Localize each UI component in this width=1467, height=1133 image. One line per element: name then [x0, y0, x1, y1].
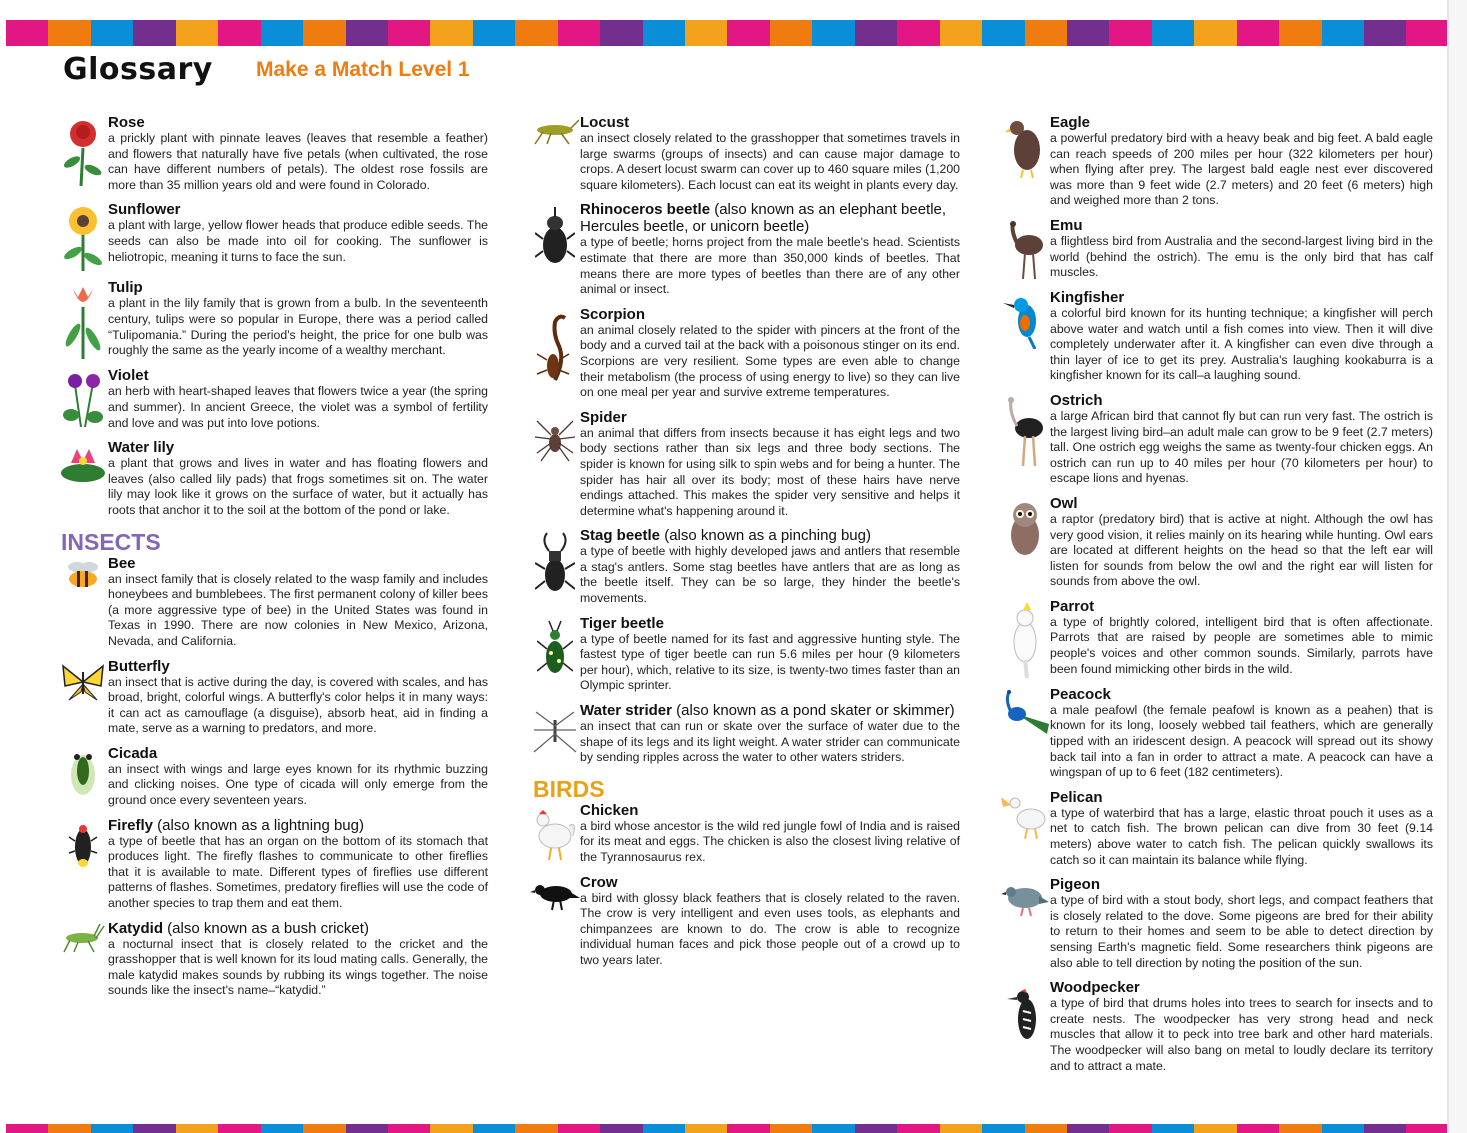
stripe-segment [1194, 1124, 1236, 1133]
stripe-segment [91, 1124, 133, 1133]
stripe-segment [558, 1124, 600, 1133]
insects-list-right [530, 114, 960, 766]
glossary-entry [1000, 495, 1433, 590]
entry-description: a prickly plant with pinnate leaves (leaves that resemble a feather) and flowers that naturally have five petals (when cultivated, the rose can have different numbers of petals). The oldest rose fossils are more than 35 million years old and were found in Colorado. [108, 131, 488, 192]
stripe-segment [176, 20, 218, 46]
pelican-icon [1000, 789, 1050, 868]
entry-description: a plant that grows and lives in water and has floating flowers and leaves (also called lily pads) that frogs sometimes sit on. The water lily may look like it grows on the surface of water, but it actually has roots that anchor it to the soil at the bottom of the pond or lake. [108, 456, 488, 517]
kingfisher-icon [1000, 289, 1050, 384]
glossary-entry [1000, 876, 1433, 971]
glossary-entry [1000, 217, 1433, 281]
stripe-segment [218, 1124, 260, 1133]
sunflower-icon [58, 201, 108, 271]
entry-name: Pigeon [1050, 876, 1101, 894]
stripe-segment [558, 20, 600, 46]
glossary-entry [58, 555, 488, 650]
entry-name: Firefly (also known as a lightning bug) [108, 816, 364, 834]
stripe-segment [1152, 20, 1194, 46]
stripe-segment [48, 20, 90, 46]
entry-name: Bee [108, 554, 136, 572]
stripe-segment [1279, 1124, 1321, 1133]
entry-name: Sunflower [108, 201, 181, 219]
glossary-entry [530, 802, 960, 866]
entry-name: Emu [1050, 216, 1083, 234]
glossary-entry [1000, 114, 1433, 209]
entry-name: Owl [1050, 494, 1078, 512]
entry-name: Stag beetle (also known as a pinching bug) [580, 527, 871, 545]
glossary-entry [530, 306, 960, 401]
bee-icon [58, 555, 108, 650]
glossary-entry [530, 615, 960, 694]
stripe-segment [855, 1124, 897, 1133]
glossary-entry [58, 817, 488, 912]
entry-description: a powerful predatory bird with a heavy beak and big feet. A bald eagle can reach speeds of 200 miles per hour (322 kilometers per hour) when flying after prey. The largest bald eagle nest ever discovered was more than 9 feet wide (2.7 meters) and 20 feet (6 meters) high and weighed more than 2 tons. [1050, 131, 1433, 208]
entry-name: Eagle [1050, 114, 1091, 131]
entry-name: Water lily [108, 439, 175, 457]
spider-icon [530, 409, 580, 520]
stripe-segment [303, 1124, 345, 1133]
birds-heading: BIRDS [533, 775, 605, 802]
glossary-entry [1000, 289, 1433, 384]
glossary-entry [58, 279, 488, 359]
entry-name: Scorpion [580, 305, 646, 323]
entry-description: an insect closely related to the grasshopper that sometimes travels in large swarms (groups of insects) and can cause major damage to crops. A desert locust swarm can cover up to 460 square miles (1,200 square kilometers). Each locust can eat its weight in plants every day. [580, 131, 960, 192]
glossary-entry [58, 439, 488, 518]
stripe-segment [685, 1124, 727, 1133]
column-right [1000, 114, 1433, 1082]
stripe-segment [685, 20, 727, 46]
stripe-segment [346, 1124, 388, 1133]
glossary-entry [530, 201, 960, 297]
entry-description: a colorful bird known for its hunting technique; a kingfisher will perch above water and watch until a fish comes into view. Then it will dive completely underwater after it. A kingfisher can even dive through a thin layer of ice to get its prey. Australia's laughing kookaburra is a kingfisher known for its call–a laughing sound. [1050, 305, 1433, 383]
entry-name: Rhinoceros beetle (also known as an elephant beetle, Hercules beetle, or unicorn beetle) [580, 201, 947, 236]
stripe-segment [1279, 20, 1321, 46]
katydid-icon [58, 920, 108, 999]
stripe-segment [261, 1124, 303, 1133]
entry-name: Rose [108, 114, 145, 131]
ostrich-icon [1000, 392, 1050, 487]
butterfly-icon [58, 658, 108, 737]
top-color-stripe [6, 20, 1449, 46]
cicada-icon [58, 745, 108, 809]
entry-description: a raptor (predatory bird) that is active at night. Although the owl has very good vision, it relies mainly on its hearing while hunting. Owl ears are located at different heights on the head so that the left ear will listen for sounds from below the owl and the right ear will listen for sounds from above the owl. [1050, 511, 1433, 589]
entry-description: a type of beetle with highly developed jaws and antlers that resemble a stag's antlers. Some stag beetles have antlers that are as long as the beetle itself. They can be so large, they hinder the beetle's movements. [580, 544, 960, 606]
stripe-segment [346, 20, 388, 46]
entry-name: Tiger beetle [580, 614, 664, 632]
entry-description: a plant with large, yellow flower heads that produce edible seeds. The seeds can also be made into oil for cooking. The sunflower is heliotropic, meaning it turns to face the sun. [108, 218, 488, 264]
stripe-segment [48, 1124, 90, 1133]
entry-name: Violet [108, 367, 149, 385]
glossary-entry [530, 409, 960, 520]
entry-description: a large African bird that cannot fly but can run very fast. The ostrich is the largest living bird–an adult male can grow to be 9 feet (2.7 meters) tall. One ostrich egg weighs the same as twenty-four chicken eggs. An ostrich can run up to 40 miles per hour (70 kilometers per hour) to escape lions and hyenas. [1050, 408, 1433, 486]
owl-icon [1000, 495, 1050, 590]
glossary-entry [58, 745, 488, 809]
emu-icon [1000, 217, 1050, 281]
stripe-segment [1406, 20, 1448, 46]
stripe-segment [1237, 20, 1279, 46]
stripe-segment [897, 20, 939, 46]
stripe-segment [855, 20, 897, 46]
firefly-icon [58, 817, 108, 912]
stag-beetle-icon [530, 527, 580, 606]
stripe-segment [1025, 20, 1067, 46]
entry-description: an insect with wings and large eyes known for its rhythmic buzzing and clicking noises. One type of cicada will only emerge from the ground once every seventeen years. [108, 761, 488, 808]
tiger-beetle-icon [530, 615, 580, 694]
rhinoceros-beetle-icon [530, 201, 580, 297]
glossary-entry [1000, 598, 1433, 678]
entry-name: Cicada [108, 744, 158, 762]
glossary-entry [530, 874, 960, 969]
entry-name: Katydid (also known as a bush cricket) [108, 919, 369, 937]
stripe-segment [473, 1124, 515, 1133]
glossary-entry [1000, 979, 1433, 1074]
stripe-segment [1109, 20, 1151, 46]
entry-description: a bird with glossy black feathers that is closely related to the raven. The crow is very intelligent and even uses tools, as elephants and chimpanzees are known to do. The crow is able to recognize individual human faces and pick those people out of a crowd up to two years later. [580, 890, 960, 967]
entry-description: a type of beetle that has an organ on the bottom of its stomach that produces light. The firefly flashes to communicate to other fireflies that it is available to mate. Different types of fireflies use different patterns of flashes. Sometimes, predatory fireflies will use the code of another species to trap them and eat them. [108, 833, 488, 911]
crow-icon [530, 874, 580, 969]
water-strider-icon [530, 702, 580, 766]
page-subtitle: Make a Match Level 1 [256, 58, 470, 81]
rose-icon [58, 114, 108, 193]
stripe-segment [430, 1124, 472, 1133]
entry-description: a nocturnal insect that is closely related to the cricket and the grasshopper that is well known for its loud mating calls. Generally, the male katydid makes sounds by rubbing its wings together. The noise sounds like the insect's name–“katydid.” [108, 936, 488, 998]
entry-name: Tulip [108, 279, 143, 297]
stripe-segment [133, 20, 175, 46]
entry-name: Ostrich [1050, 391, 1103, 409]
stripe-segment [91, 20, 133, 46]
glossary-entry [58, 367, 488, 431]
entry-description: a type of waterbird that has a large, elastic throat pouch it uses as a net to catch fish. The brown pelican can dive from 30 feet (9.14 meters) above water to catch fish. The pelican quickly swallows its catch so it can maintain its balance while flying. [1050, 805, 1433, 867]
entry-name: Chicken [580, 801, 639, 819]
stripe-segment [1322, 20, 1364, 46]
entry-description: a male peafowl (the female peafowl is known as a peahen) that is known for its long, loosely webbed tail feathers, which are generally tipped with an iridescent design. A peacock will spread out its showy back tail into a fan in order to attract a mate. A peacock can have a wingspan of up to 6 feet (182 centimeters). [1050, 702, 1433, 780]
stripe-segment [515, 20, 557, 46]
glossary-entry [530, 702, 960, 766]
glossary-entry [58, 920, 488, 999]
stripe-segment [218, 20, 260, 46]
entry-description: an insect family that is closely related to the wasp family and includes honeybees and bumblebees. The first permanent colony of killer bees (a more aggressive type of bee) in the United States was found in Texas in 1990. There are now colonies in New Mexico, Arizona, Nevada, and California. [108, 571, 488, 648]
stripe-segment [940, 20, 982, 46]
entry-description: a flightless bird from Australia and the second-largest living bird in the world (behind the ostrich). The emu is the only bird that has calf muscles. [1050, 233, 1433, 280]
peacock-icon [1000, 686, 1050, 781]
violet-icon [58, 367, 108, 431]
glossary-entry [1000, 789, 1433, 868]
glossary-entry [58, 658, 488, 737]
eagle-icon [1000, 114, 1050, 209]
chicken-icon [530, 802, 580, 866]
birds-list-middle [530, 802, 960, 969]
stripe-segment [770, 1124, 812, 1133]
tulip-icon [58, 279, 108, 359]
pigeon-icon [1000, 876, 1050, 971]
stripe-segment [430, 20, 472, 46]
stripe-segment [1364, 1124, 1406, 1133]
glossary-entry [1000, 686, 1433, 781]
stripe-segment [1152, 1124, 1194, 1133]
parrot-icon [1000, 598, 1050, 678]
stripe-segment [982, 20, 1024, 46]
glossary-entry [58, 201, 488, 271]
water-lily-icon [58, 439, 108, 518]
entry-description: a type of bird that drums holes into trees to search for insects and to create nests. The woodpecker has very strong head and neck muscles that allow it to peck into tree bark and other hard materials. The woodpecker will also bang on metal to loudly declare its territory and to attract a mate. [1050, 996, 1433, 1073]
locust-icon [530, 114, 580, 193]
stripe-segment [6, 1124, 48, 1133]
entry-name: Peacock [1050, 685, 1111, 703]
glossary-entry [58, 114, 488, 193]
scorpion-icon [530, 306, 580, 401]
entry-name: Butterfly [108, 657, 170, 675]
stripe-segment [940, 1124, 982, 1133]
glossary-entry [530, 527, 960, 606]
stripe-segment [812, 20, 854, 46]
bottom-color-stripe [6, 1124, 1449, 1133]
stripe-segment [1109, 1124, 1151, 1133]
stripe-segment [727, 20, 769, 46]
stripe-segment [643, 1124, 685, 1133]
entry-description: a type of bird with a stout body, short legs, and compact feathers that is closely related to the dove. Some pigeons are bred for their ability to return to their homes and seem to be able to detect direction by sensing Earth's magnetic field. Some researchers think pigeons are also able to tell direction by noting the position of the sun. [1050, 893, 1433, 970]
stripe-segment [176, 1124, 218, 1133]
stripe-segment [812, 1124, 854, 1133]
entry-description: an herb with heart-shaped leaves that flowers twice a year (the spring and summer). In ancient Greece, the violet was a symbol of fertility and love and was put into love potions. [108, 384, 488, 430]
entry-name: Spider [580, 408, 627, 426]
entry-description: a type of beetle; horns project from the male beetle's head. Scientists estimate that there are more than 350,000 kinds of beetles. That means there are more types of beetles than there are of any other animal or insect. [580, 235, 960, 297]
stripe-segment [6, 20, 48, 46]
entry-name: Kingfisher [1050, 288, 1125, 306]
entry-description: a type of brightly colored, intelligent bird that is often affectionate. Parrots that are raised by people are sometimes able to mimic people's voices and other common sounds. Similarly, parrots have been found mimicking other birds in the wild. [1050, 614, 1433, 676]
column-left [58, 114, 488, 1007]
entry-description: an animal closely related to the spider with pincers at the front of the body and a curved tail at the back with a poisonous stinger on its end. Scorpions are very resilient. Some types are even able to change their metabolism (the process of using energy to live) so they can live on one meal per year and survive extreme temperatures. [580, 322, 960, 400]
stripe-segment [1237, 1124, 1279, 1133]
page-title: Glossary [63, 52, 213, 87]
stripe-segment [473, 20, 515, 46]
entry-description: an insect that can run or skate over the surface of water due to the shape of its legs and its light weight. A water strider can communicate by sending ripples across the water to other waters striders. [580, 719, 960, 765]
stripe-segment [600, 20, 642, 46]
entry-description: a type of beetle named for its fast and aggressive hunting style. The fastest type of tiger beetle can run 5.6 miles per hour (9 kilometers per hour), which, relative to its size, is twenty-two times faster than an Olympic sprinter. [580, 631, 960, 693]
glossary-entry [530, 114, 960, 193]
stripe-segment [643, 20, 685, 46]
insects-list-left [58, 555, 488, 999]
entry-name: Water strider (also known as a pond skater or skimmer) [580, 702, 955, 720]
insects-heading: INSECTS [61, 528, 161, 555]
stripe-segment [303, 20, 345, 46]
stripe-segment [515, 1124, 557, 1133]
page-edge [1447, 0, 1467, 1133]
stripe-segment [600, 1124, 642, 1133]
stripe-segment [1067, 20, 1109, 46]
entry-description: an insect that is active during the day, is covered with scales, and has broad, bright, colorful wings. A butterfly's color helps it in many ways: it can act as camouflage (a disguise), absorb heat, aid in finding a mate, serve as a warning to predators, and more. [108, 674, 488, 736]
entry-name: Locust [580, 114, 630, 131]
stripe-segment [1406, 1124, 1448, 1133]
stripe-segment [1364, 20, 1406, 46]
stripe-segment [770, 20, 812, 46]
entry-name: Crow [580, 873, 618, 891]
stripe-segment [388, 20, 430, 46]
column-middle [530, 114, 960, 977]
entry-name: Parrot [1050, 597, 1095, 615]
entry-description: a plant in the lily family that is grown from a bulb. In the seventeenth century, tulips were so popular in Europe, there was a period called “Tulipomania.” During the period's height, the price for one bulb was roughly the same as the yearly income of a wealthy merchant. [108, 296, 488, 358]
stripe-segment [727, 1124, 769, 1133]
stripe-segment [133, 1124, 175, 1133]
entry-description: a bird whose ancestor is the wild red jungle fowl of India and is raised for its meat and eggs. The chicken is also the closest living relative of the Tyrannosaurus rex. [580, 818, 960, 864]
stripe-segment [261, 20, 303, 46]
entry-name: Woodpecker [1050, 979, 1140, 997]
stripe-segment [388, 1124, 430, 1133]
woodpecker-icon [1000, 979, 1050, 1074]
entry-description: an animal that differs from insects because it has eight legs and two body sections rather than six legs and three body sections. The spider is known for using silk to spin webs and for being a hunter. The spider has hair all over its body; most of these hairs have nerve endings attached. This makes the spider very sensitive and helps it determine what's happening around it. [580, 425, 960, 518]
stripe-segment [1322, 1124, 1364, 1133]
glossary-entry [1000, 392, 1433, 487]
entry-name: Pelican [1050, 788, 1103, 806]
plants-list [58, 114, 488, 519]
stripe-segment [1025, 1124, 1067, 1133]
birds-list-right [1000, 114, 1433, 1074]
stripe-segment [897, 1124, 939, 1133]
stripe-segment [1194, 20, 1236, 46]
stripe-segment [982, 1124, 1024, 1133]
stripe-segment [1067, 1124, 1109, 1133]
